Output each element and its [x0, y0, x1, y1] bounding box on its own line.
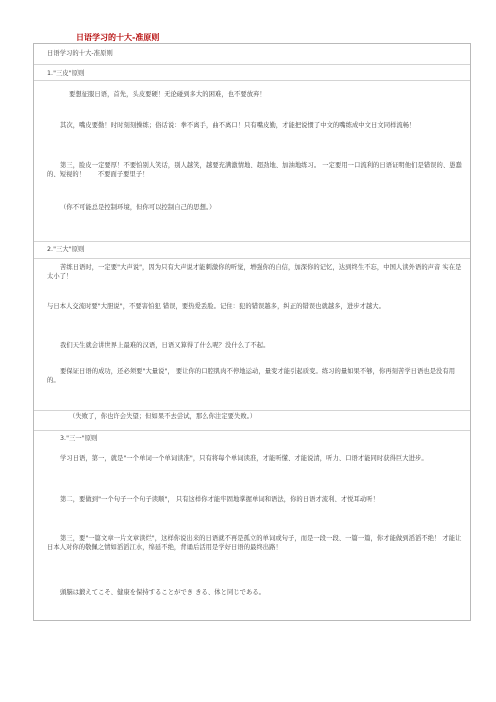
section-2-paragraph: 苦练日语时，一定要"大声说"，因为只有大声说才能刺激你的听觉，增强你的自信，加深你的记忆，达到终生不忘，中国人读外语的声音 实在是太小了！ — [47, 264, 462, 281]
section-3-paragraph: 学习日语，第一，就是"一个单词一个单词读准"，只有将每个单词读准，才能听懂、才能说清，听力、口语才能同时获得巨大进步。 — [60, 455, 428, 462]
section-3-paragraph: 第三，要"一篇文章一片文章读烂"，这样你说出来的日语就不再是孤立的单词或句子，而是一段一段、一篇一篇，你才能做到滔滔不绝！ 才能让日本人对你的敬佩之情如滔滔江水，绵延不绝，背诵后活用是学好日语的最终出路！ — [47, 535, 462, 552]
section-1-paragraph: 要想征服日语，首先，头皮要硬！无论碰到多大的困难，也不要放弃！ — [69, 91, 266, 98]
header-title: 日语学习的十大-准原则 — [47, 50, 113, 57]
section-2-paragraph: 要保证日语的成功，还必须要"大量说"， 要让你的口腔肌肉不停地运动，量变才能引起质变。练习的量如果不够，你再刻苦学日语也是没有用的。 — [47, 368, 456, 385]
section-2-heading: 2."三大"原则 — [47, 246, 85, 253]
content-table — [33, 43, 471, 621]
section-1-heading: 1."三皮"原则 — [47, 70, 85, 77]
section-2-paragraph: 我们天生就会讲世界上最难的汉语，日语又算得了什么呢？没什么了不起。 — [60, 342, 270, 349]
section-1-paragraph: 其次，嘴皮要勤！时时刻刻操练；俗话说：拳不离手，曲不离口！只有嘴皮勤，才能把说惯了中文的嘴练成中文日文同样流畅！ — [60, 122, 416, 129]
section-3-heading: 3."三一"原则 — [60, 435, 98, 442]
section-1-paragraph: 第三，脸皮一定要厚！不要怕别人笑话，别人越笑，越要充满激情地、超劲地、加油地练习。 一定要用一口流利的日语证明他们是错误的、愚蠢的、短视的！ 不要面子要里子！ — [47, 162, 462, 179]
section-1-paragraph: （你不可能总是控制环境，但你可以控制自己的思想。） — [60, 204, 216, 211]
section-3-paragraph: 頭脳は鍛えてこそ、健康を保持することができ きる、体と同じである。 — [60, 589, 266, 596]
section-3-paragraph: 第二，要做到"一个句子一个句子读顺"， 只有这样你才能牢固地掌握单词和语法，你的日语才流利、才悦耳动听！ — [60, 496, 379, 503]
section-2-paragraph: 与日本人交流时要"大胆说"，不要害怕犯 错误，要热爱丢脸。记住：犯的错误越多，纠正的错误也就越多，进步才越大。 — [47, 303, 385, 310]
document-title: 日语学习的十大-准原则 — [76, 33, 160, 42]
section-2-paragraph: （失败了，你也许会失望；但如果不去尝试，那么你注定要失败。） — [69, 413, 257, 420]
